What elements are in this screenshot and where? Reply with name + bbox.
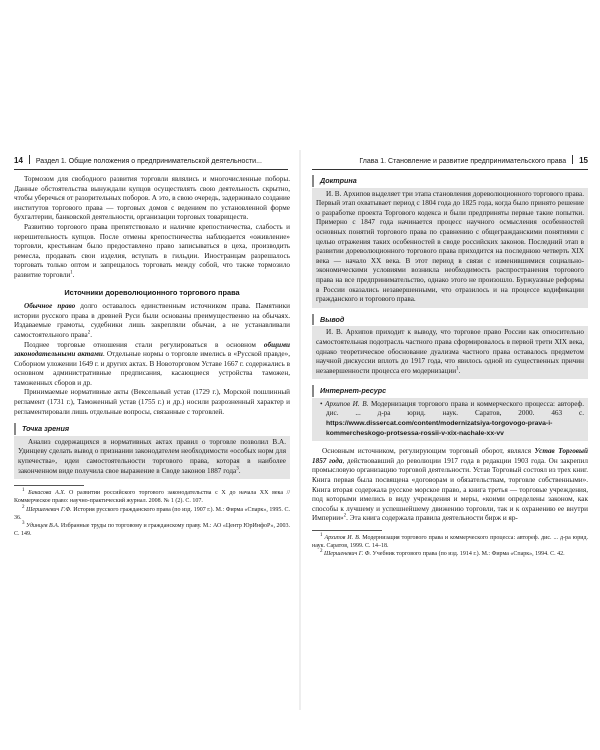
footnote: $^2$ Шершеневич Г.Ф. История русского гражданского права (по изд. 1907 г.). М.: Фирма «Спарк», 1995. С. 36. xyxy=(14,504,291,521)
footnote-divider xyxy=(312,530,382,531)
footnote-ref: 3 xyxy=(236,466,239,472)
paragraph: Обычное право долго оставалось единственным источником права. Памятники истории русского права в древней Руси были основаны преимущественно на обычаях. Издаваемые грамоты, судебники лишь закрепляли обычаи, а не устанавливали самостоятельного права$^2$. xyxy=(14,302,290,339)
viewpoint-label: Точка зрения xyxy=(14,423,290,435)
term-emphasis: Устав Торговый 1857 года xyxy=(312,447,588,465)
footnote: $^3$ Удинцев В.А. Избранные труды по торговому и гражданскому праву. М.: АО «Центр ЮрИнфоР», 2003. С. 149. xyxy=(14,521,291,538)
paragraph: Основным источником, регулирующим торговый оборот, являлся Устав Торговый 1857 года, действовавший до революции 1917 года в редакции 1903 года. Он закрепил промысловую организацию торговой деятельности. Устав Торговый состоял из трех книг. Книга первая была посвящена «договорам и обязательствам, торговле собственными». Книга вторая содержала русское морское право, а книга третья — торговые учреждения, под которыми имелись в виду учреждения и меры, «коими определены законом, как способы к лучшему и успешнейшему движению торговли, так и к охранению ее внутри Империи»$^2$. Эта книга содержала правила деятельности бирж и яр- xyxy=(312,447,588,523)
right-page xyxy=(302,155,600,700)
conclusion-box xyxy=(312,314,588,380)
header-separator xyxy=(572,155,573,164)
doctrine-label: Доктрина xyxy=(312,175,588,187)
right-running-title: Глава 1. Становление и развитие предпринимательского права xyxy=(359,158,567,165)
footnote-ref: 2 xyxy=(87,330,91,336)
paragraph: Принимаемые нормативные акты (Вексельный устав (1729 г.), Морской пошлинный регламент (1731 г.), Таможенный устав (1755 г.) и др.) носили разрозненный характер и регламентировали лишь отдельные вопросы, связанные с торговлей. xyxy=(14,388,290,416)
section-heading: Источники дореволюционного торгового права xyxy=(64,287,240,297)
left-page-number: 14 xyxy=(14,156,23,165)
left-running-title: Раздел 1. Общие положения о предпринимательской деятельности... xyxy=(35,158,262,165)
footnote-ref: 1 xyxy=(456,366,459,372)
doctrine-text: И. В. Архипов выделяет три этапа становления дореволюционного торгового права. Первый этап охватывает период с 1804 года до 1825 года, когда было принято решение о разработке проекта Торгового кодекса и были предприняты первые такие попытки. Примерно с 1847 года начинается процесс научного осмысления особенностей основных понятий торгового права по сравнению с общегражданскими понятиями с целью отражения таких особенностей в своде российских законов. Последний этап в развитии дореволюционного торгового права приходится на последнюю четверть XIX века — начало XX века. В этот период в связи с изменившимися социально-экономическими условиями возникла необходимость распространения торгового права на все предпринимательство, однако этого не произошло. Буржуазные реформы в России оказались незавершенными, что отразилось и на процессе кодификации гражданского и торгового права. xyxy=(316,189,584,304)
term-emphasis: Обычное право xyxy=(24,302,76,311)
footnote: $^2$ Шершеневич Г. Ф. Учебник торгового права (по изд. 1914 г.). М.: Фирма «Спарк», 1994. С. 42. xyxy=(320,549,565,558)
footnote-ref: 2 xyxy=(343,514,347,520)
internet-resource-item: • Архипов И. В. Модернизация торгового права и коммерческого процесса: автореф. дис. ... д-ра юрид. наук. Саратов, 2000. 463 с. https://www.dissercat.com/content/modernizatsiya-torgovogo-prava-i-kommercheskogo-protsessa-rossii-v-xix-nachale-xx-vv xyxy=(320,399,584,437)
conclusion-label: Вывод xyxy=(312,314,588,326)
conclusion-text: И. В. Архипов приходит к выводу, что торговое право России как относительно самостоятельная подотрасль частного права сформировалось в первой трети XIX века, однако теоретическое обоснование дуализма частного права оставалось предметом научной дискуссии вплоть до 1917 года, что явилось одной из существенных причин незавершенности процесса его модернизации$^1$. xyxy=(316,328,584,375)
paragraph: Тормозом для свободного развития торговли являлись и многочисленные поборы. Данные обстоятельства вынуждали купцов осуществлять свою деятельность скрытно, чтобы уберечься от разорительных поборов. А это, в свою очередь, задерживало создание институтов торгового права — торговых домов с ведением по установленной форме бухгалтерии, банковской деятельности, организации торговых товариществ. xyxy=(14,175,291,222)
bullet-icon: • xyxy=(320,399,323,408)
footnote-divider xyxy=(14,485,84,486)
header-separator xyxy=(29,155,30,164)
resource-link[interactable]: https://www.dissercat.com/content/modernizatsiya-torgovogo-prava-i-kommercheskogo-protsessa-rossii-v-xix-nachale-xx-vv xyxy=(326,420,553,437)
paragraph: Развитию торгового права препятствовало и наличие крепостничества, слабость и нерешительность купцов. После отмены крепостничества наблюдается «оживление» торговли, крестьянам было предоставлено право записываться в цеха, производить ремесла, продавать свои изделия, вступать в гильдии. Иностранцам разрешалось торговать только оптом и запрещалось торговать между собой, что также тормозило развитие торговли$^1$. xyxy=(14,222,290,279)
doctrine-box xyxy=(312,175,588,308)
viewpoint-box xyxy=(14,423,290,479)
term-emphasis: общими законодательными актами xyxy=(14,340,290,359)
left-page xyxy=(0,155,298,700)
book-spine xyxy=(299,150,301,710)
footnote: $^1$ Бакасова А.Х. О развитии российского торгового законодательства с X до начала XX века // Коммерческое право: научно-практический журнал. 2008. № 1 (2). С. 107. xyxy=(14,488,290,505)
paragraph: Позднее торговые отношения стали регулироваться в основном общими законодательными актами. Отдельные нормы о торговле имелись в «Русской правде», Соборном уложении 1649 г. и других актах. В Новоторговом Уставе 1667 г. содержались в основном административные предписания, касающиеся устройства таможен, таможенных сборов и др. xyxy=(14,340,290,387)
right-text-column xyxy=(312,175,588,559)
footnote-ref: 1 xyxy=(70,270,73,276)
footnote: $^1$ Архипов И. В. Модернизация торгового права и коммерческого процесса: автореф. дис. ... д-ра юрид. наук. Саратов, 1999. С. 14–18. xyxy=(312,533,588,550)
internet-resource-box xyxy=(312,385,588,441)
left-text-column xyxy=(14,175,290,538)
internet-resource-label: Интернет-ресурс xyxy=(312,385,588,397)
right-page-number: 15 xyxy=(579,156,588,165)
left-running-header xyxy=(14,155,288,170)
viewpoint-text: Анализ содержащихся в нормативных актах правил о торговле позволил В.А. Удинцеву сделать вывод о признании законодателем необходимости «особых норм для купечества», идеи самостоятельности торгового права, которая в наиболее законченном виде получила свое выражение в Своде законов 1887 года$^3$. xyxy=(18,437,286,475)
right-running-header xyxy=(312,155,588,170)
